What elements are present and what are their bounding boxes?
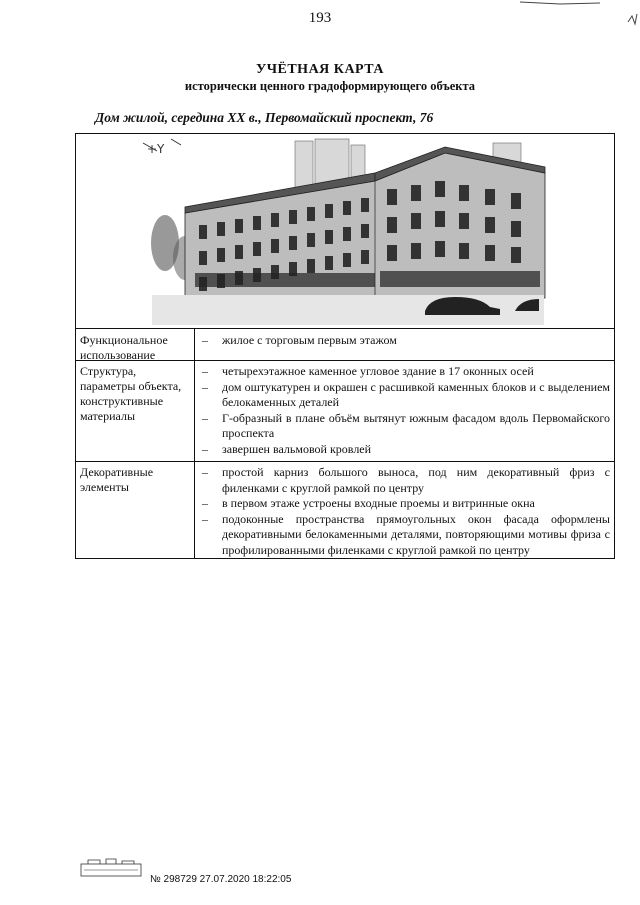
list-item: – в первом этаже устроены входные проемы и витринные окна — [202, 496, 535, 510]
row-divider — [75, 461, 615, 462]
row-label-decor: Декоративные элементы — [80, 465, 154, 494]
photo-cell — [75, 133, 615, 329]
dash-marker: – — [202, 511, 208, 526]
list-item: – завершен вальмовой кровлей — [202, 441, 372, 456]
dash-marker: – — [202, 333, 208, 347]
photo-handwriting: +Y — [147, 142, 165, 156]
row-items-function — [200, 333, 610, 349]
page-number: 193 — [308, 10, 332, 26]
object-name: Дом жилой, середина XX в., Первомайский проспект, 76 — [95, 110, 434, 125]
column-divider — [194, 329, 195, 559]
list-item: – подоконные пространства прямоугольных окон фасада оформлены декоративными белокаменными деталями, повторяющими мотивы фриза с профилированными филенками с круглой рамкой по центру — [202, 511, 610, 557]
list-item: – дом оштукатурен и окрашен с расшивкой каменных блоков и с выделением белокаменных деталей — [202, 379, 610, 409]
row-items-decor — [200, 465, 610, 558]
dash-marker: – — [202, 379, 208, 394]
list-item: – простой карниз большого выноса, под ним декоративный фриз с филенками с круглой рамкой по центру — [202, 465, 610, 495]
list-item: – жилое с торговым первым этажом — [202, 333, 397, 347]
dash-marker: – — [202, 364, 208, 378]
card-title: УЧЁТНАЯ КАРТА — [255, 62, 385, 77]
dash-marker: – — [202, 441, 208, 456]
shop-windows — [195, 271, 540, 287]
registry-stamp-icon — [80, 858, 142, 880]
row-label-function: Функциональное использование — [80, 333, 168, 362]
card-subtitle: исторически ценного градоформирующего объекта — [184, 79, 476, 93]
document-mark: № 298729 27.07.2020 18:22:05 — [150, 874, 292, 885]
dash-marker: – — [202, 465, 208, 479]
row-label-structure: Структура, параметры объекта, конструктивные материалы — [80, 364, 182, 423]
row-items-structure — [200, 364, 610, 457]
building-photo — [75, 133, 613, 327]
list-item: – Г-образный в плане объём вытянут южным фасадом вдоль Первомайского проспекта — [202, 410, 610, 440]
list-item: – четырехэтажное каменное угловое здание в 17 оконных осей — [202, 364, 534, 378]
dash-marker: – — [202, 496, 208, 510]
dash-marker: – — [202, 410, 208, 425]
